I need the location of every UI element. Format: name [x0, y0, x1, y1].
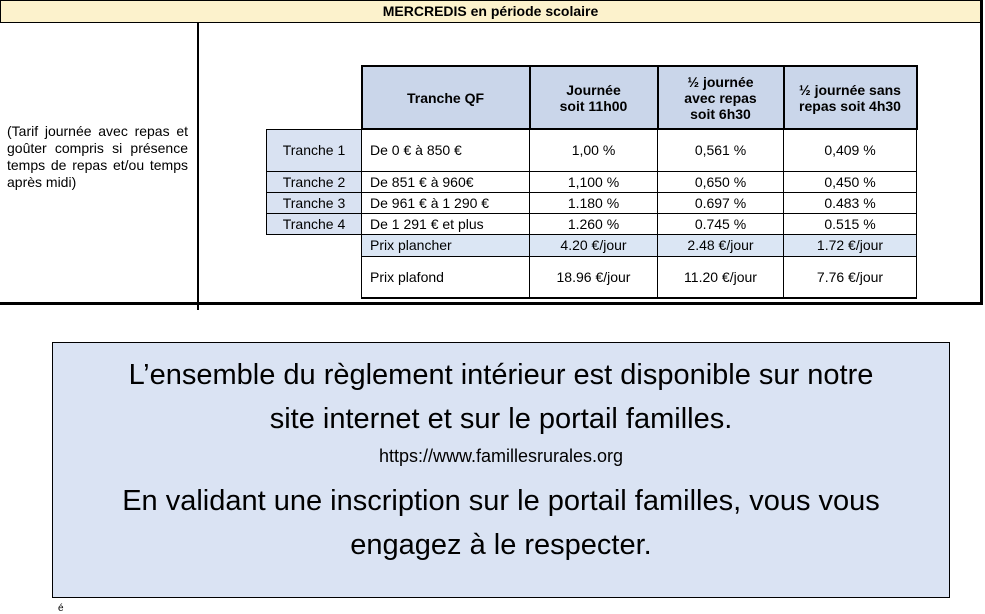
demi-sans-value: 0,409 % [784, 129, 917, 171]
blank-cell [267, 256, 362, 298]
header-journee: Journée soit 11h00 [530, 66, 658, 129]
table-header-row [267, 66, 917, 129]
demi-repas-value: 0,650 % [658, 171, 784, 192]
info-box [52, 342, 950, 598]
demi-repas-value: 0.745 % [658, 213, 784, 234]
plancher-journee: 4.20 €/jour [530, 234, 658, 256]
plafond-demi-repas: 11.20 €/jour [658, 256, 784, 298]
demi-repas-value: 0,561 % [658, 129, 784, 171]
column-divider [197, 23, 199, 310]
header-blank-cell [267, 66, 362, 129]
prix-plancher-row [267, 234, 917, 256]
tranche-label: Tranche 1 [267, 129, 362, 171]
demi-sans-value: 0.515 % [784, 213, 917, 234]
header-demi-journee-sans-repas: ½ journée sans repas soit 4h30 [784, 66, 917, 129]
table-row [267, 129, 917, 171]
header-tranche-qf: Tranche QF [362, 66, 530, 129]
table-row [267, 192, 917, 213]
demi-sans-value: 0.483 % [784, 192, 917, 213]
demi-sans-value: 0,450 % [784, 171, 917, 192]
info-line-2: site internet et sur le portail familles. [269, 403, 733, 435]
info-line-3: En validant une inscription sur le portail familles, vous vous [122, 485, 880, 517]
journee-value: 1.260 % [530, 213, 658, 234]
stray-mark: é [58, 603, 64, 614]
info-line-4: engagez à le respecter. [350, 529, 652, 561]
prix-plafond-row [267, 256, 917, 298]
tarif-table [266, 65, 918, 299]
prix-plancher-label: Prix plancher [362, 234, 530, 256]
tranche-label: Tranche 4 [267, 213, 362, 234]
mercredis-section [0, 0, 983, 305]
header-demi-journee-repas: ½ journée avec repas soit 6h30 [658, 66, 784, 129]
table-row [267, 171, 917, 192]
table-row [267, 213, 917, 234]
plancher-demi-repas: 2.48 €/jour [658, 234, 784, 256]
plafond-demi-sans: 7.76 €/jour [784, 256, 917, 298]
journee-value: 1,00 % [530, 129, 658, 171]
section-title: MERCREDIS en période scolaire [0, 0, 980, 23]
blank-cell [267, 234, 362, 256]
website-url[interactable]: https://www.famillesrurales.org [378, 446, 624, 466]
prix-plafond-label: Prix plafond [362, 256, 530, 298]
tarif-note: (Tarif journée avec repas et goûter compris si présence temps de repas et/ou temps après midi) [7, 123, 188, 190]
journee-value: 1.180 % [530, 192, 658, 213]
qf-range: De 851 € à 960€ [362, 171, 530, 192]
tranche-label: Tranche 3 [267, 192, 362, 213]
qf-range: De 1 291 € et plus [362, 213, 530, 234]
plancher-demi-sans: 1.72 €/jour [784, 234, 917, 256]
tranche-label: Tranche 2 [267, 171, 362, 192]
plafond-journee: 18.96 €/jour [530, 256, 658, 298]
qf-range: De 0 € à 850 € [362, 129, 530, 171]
info-line-1: L’ensemble du règlement intérieur est disponible sur notre [128, 359, 874, 391]
journee-value: 1,100 % [530, 171, 658, 192]
qf-range: De 961 € à 1 290 € [362, 192, 530, 213]
demi-repas-value: 0.697 % [658, 192, 784, 213]
